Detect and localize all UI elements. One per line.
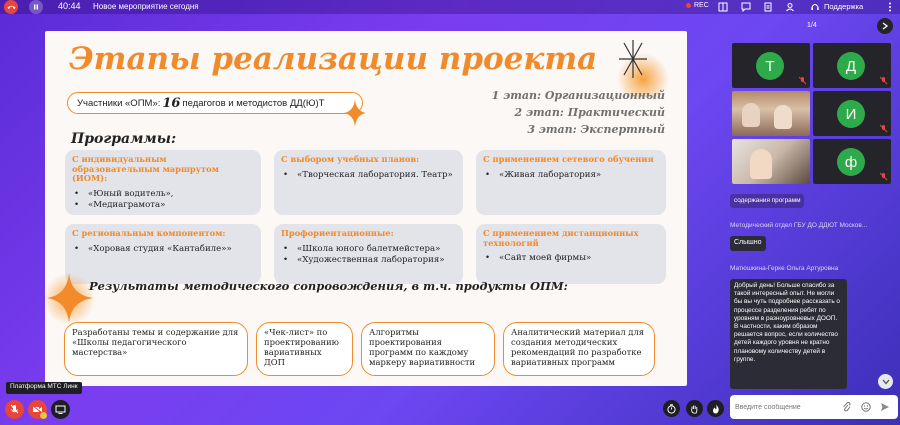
video-person [742, 103, 760, 127]
program-card-iom [65, 150, 261, 215]
stage-3: 3 этап: Экспертный [527, 123, 665, 136]
raise-hand-button[interactable] [686, 400, 703, 417]
presentation-slide [45, 31, 687, 386]
participant-video-tile[interactable] [732, 139, 810, 184]
program-item: • «Сайт моей фирмы» [483, 253, 659, 264]
video-person [774, 105, 792, 129]
mic-off-icon [10, 404, 19, 415]
chat-author: Матюшкина-Герке Ольга Артуровна [730, 265, 839, 272]
rec-dot-icon [686, 3, 691, 8]
meeting-time: 40:44 [58, 1, 81, 11]
program-item: • «Хоровая студия «Кантабиле»» [72, 244, 254, 255]
hand-icon [690, 404, 699, 414]
participant-tile[interactable] [813, 43, 891, 88]
stage-1: 1 этап: Организационный [491, 89, 665, 102]
rec-indicator [686, 2, 709, 9]
chat-bubble: содержания программ [730, 194, 804, 208]
program-item: • «Медиаграмота» [72, 200, 254, 211]
program-card-distance [476, 224, 666, 284]
emoji-icon[interactable] [861, 402, 871, 412]
screen-share-button[interactable] [51, 400, 70, 419]
participants-prefix: Участники «ОПМ»: [77, 97, 161, 109]
program-item: • «Художественная лаборатория» [281, 255, 456, 266]
attach-icon[interactable] [842, 402, 851, 412]
headset-icon [810, 2, 820, 12]
result-box: Алгоритмы проектирования программ по каждому маркеру вариативности [361, 322, 495, 376]
stage-2: 2 этап: Практический [514, 106, 665, 119]
avatar: ф [837, 148, 865, 176]
program-item: • «Юный водитель», [72, 189, 254, 200]
chevron-down-icon [882, 379, 890, 385]
send-icon[interactable] [880, 402, 890, 412]
platform-label: Платформа МТС Линк [6, 382, 82, 394]
participant-tile[interactable] [813, 91, 891, 136]
result-box: Разработаны темы и содержание для «Школы педагогического мастерства» [64, 322, 248, 376]
program-item: • «Школа юного балетмейстера» [281, 244, 456, 255]
participants-count: 16 [162, 95, 181, 111]
avatar: Д [837, 52, 865, 80]
program-item: • «Живая лаборатория» [483, 170, 659, 181]
chat-bubble: Добрый день! Больше спасибо за такой интересный опыт. Не могли бы вы чуть подробнее рассказать о процессе разделения ребят по уровням в разноуровневых ДООП. В частности, каким образом решается вопрос, если количество детей каждого уровня не кратно плановому количеству детей в группе. [730, 279, 847, 389]
chat-bubble: Слышно [730, 236, 766, 251]
timer-icon [667, 404, 676, 414]
mic-off-icon [798, 76, 807, 85]
program-card-career [274, 224, 463, 284]
mic-off-icon [879, 76, 888, 85]
next-page-button[interactable] [877, 18, 893, 34]
top-bar [0, 0, 900, 14]
bottom-bar [0, 383, 727, 425]
message-box [730, 395, 898, 419]
layout-icon[interactable] [718, 2, 728, 12]
sparkle-pill-icon [344, 99, 366, 127]
reactions-button[interactable] [707, 400, 724, 417]
participant-video-tile[interactable] [732, 91, 810, 136]
participant-tile[interactable] [813, 139, 891, 184]
rec-label: REC [694, 2, 709, 9]
message-input[interactable] [735, 400, 835, 414]
more-icon[interactable] [888, 2, 892, 12]
program-card-title: С региональным компонентом: [72, 228, 226, 238]
notes-icon[interactable] [763, 2, 773, 12]
chat-icon[interactable] [741, 2, 751, 12]
mic-off-icon [879, 172, 888, 181]
slide-title: Этапы реализации проекта [69, 41, 598, 77]
program-card-network [476, 150, 666, 215]
mic-toggle-button[interactable] [5, 400, 24, 419]
leave-button[interactable] [4, 0, 18, 14]
programs-heading: Программы: [71, 131, 177, 147]
fire-icon [712, 404, 720, 414]
meeting-title: Новое мероприятие сегодня [93, 2, 199, 11]
program-card-title: Профориентационные: [281, 228, 394, 238]
support-link[interactable]: Поддержка [824, 2, 864, 11]
participant-tile[interactable] [732, 43, 810, 88]
mic-off-icon [879, 124, 888, 133]
result-box: «Чек-лист» по проектированию вариативных ДОП [256, 322, 353, 376]
program-card-title: С применением дистанционных технологий [483, 228, 639, 248]
chevron-right-icon [882, 22, 888, 30]
pause-button[interactable] [29, 0, 43, 14]
results-heading: Результаты методического сопровождения, в т.ч. продукты ОПМ: [89, 279, 568, 293]
right-sidebar [727, 14, 900, 425]
timer-button[interactable] [663, 400, 680, 417]
program-item: • «Творческая лаборатория. Театр» [281, 170, 456, 181]
program-card-title: С индивидуальным образовательным маршрутом (ИОМ): [72, 154, 219, 184]
chat-author: Методический отдел ГБУ ДО ДДЮТ Москов... [730, 222, 868, 229]
program-card-plans [274, 150, 463, 215]
participants-icon[interactable] [785, 2, 795, 12]
page-indicator: 1/4 [807, 22, 817, 29]
video-person [750, 149, 772, 179]
sparkle-top-icon [597, 37, 669, 97]
warning-badge [40, 412, 47, 419]
scroll-down-button[interactable] [878, 374, 893, 389]
pause-icon [33, 4, 39, 10]
participants-suffix: педагогов и методистов ДД(Ю)Т [182, 97, 325, 109]
hangup-icon [7, 4, 16, 10]
avatar: Т [756, 52, 784, 80]
avatar: И [837, 100, 865, 128]
result-box: Аналитический материал для создания методических рекомендаций по разработке вариативных программ [503, 322, 655, 376]
program-card-title: С применением сетевого обучения [483, 154, 654, 164]
sparkle-bottom-icon [45, 269, 99, 325]
program-card-title: С выбором учебных планов: [281, 154, 420, 164]
screen-share-icon [55, 405, 66, 414]
participants-pill [67, 92, 363, 114]
